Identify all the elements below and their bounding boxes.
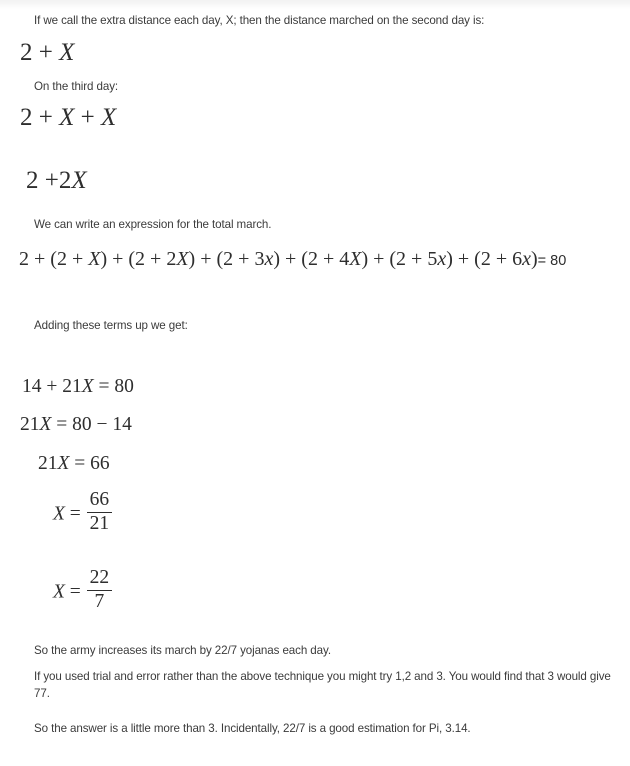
total-march-group-2-coef: 2 [166, 248, 177, 270]
eq3-lhs-variable: X [57, 453, 70, 474]
eq5-equals-sign: = [69, 581, 81, 603]
total-march-group-6-var: x [522, 248, 531, 270]
eq5-fraction [87, 568, 113, 612]
total-march-group-5-open: + (2 + [373, 248, 428, 270]
total-march-group-6-coef: 6 [512, 248, 523, 270]
equation-step-1 [22, 374, 134, 400]
total-march-label: We can write an expression for the total march. [34, 218, 272, 231]
total-march-group-1-close: ) [100, 248, 108, 270]
eq4-lhs-variable: X [53, 503, 65, 525]
eq4-fraction-denominator: 21 [89, 513, 110, 535]
expression-third-day-simplified [26, 166, 87, 196]
total-march-group-5-var: x [437, 248, 447, 270]
total-march-group-1-var: X [88, 248, 101, 270]
equation-step-5 [53, 568, 113, 612]
total-march-group-3-coef: 3 [254, 248, 265, 270]
expr-simplified-operator: + [44, 167, 59, 194]
eq4-fraction-numerator: 66 [89, 489, 110, 510]
expr-third-day-variable-2: X [101, 104, 117, 131]
total-march-group-2-close: ) [188, 248, 196, 270]
total-march-group-2-open: + (2 + [112, 248, 167, 270]
top-edge-bleed [0, 0, 630, 9]
eq5-fraction-numerator: 22 [89, 567, 110, 588]
eq1-lhs-variable: X [81, 376, 94, 397]
expr-simplified-term1: 2 [26, 167, 39, 194]
third-day-label: On the third day: [34, 80, 119, 93]
total-march-group-4-close: ) [361, 248, 369, 270]
equation-step-4 [53, 490, 113, 534]
expr-second-day-term1: 2 [20, 39, 33, 66]
eq4-equals-sign: = [69, 503, 81, 525]
expression-second-day [20, 38, 74, 68]
eq2-minus-sign: − [96, 414, 108, 435]
expression-third-day [20, 103, 116, 133]
expression-total-march [19, 246, 629, 274]
total-march-result: = 80 [537, 253, 567, 269]
eq3-rhs: 66 [90, 453, 110, 474]
expr-second-day-variable: X [59, 39, 75, 66]
expr-simplified-coefficient: 2 [58, 167, 72, 194]
expr-second-day-operator: + [38, 39, 53, 66]
total-march-group-3-var: x [264, 248, 274, 270]
eq5-lhs-variable: X [53, 581, 65, 603]
trial-error-paragraph: If you used trial and error rather than the above technique you might try 1,2 and 3. You would find that 3 would give 77. [34, 670, 611, 700]
final-paragraph: So the answer is a little more than 3. Incidentally, 22/7 is a good estimation for Pi, 3.14. [34, 722, 471, 735]
total-march-group-3-open: + (2 + [200, 248, 255, 270]
conclusion-paragraph: So the army increases its march by 22/7 yojanas each day. [34, 644, 331, 657]
eq5-fraction-denominator: 7 [94, 591, 105, 613]
total-march-group-4-var: X [349, 248, 362, 270]
total-march-group-5-coef: 5 [427, 248, 438, 270]
expr-third-day-variable-1: X [59, 104, 75, 131]
eq2-rhs-subtrahend: 14 [112, 414, 132, 435]
expr-third-day-operator-2: + [80, 104, 95, 131]
eq3-lhs-coefficient: 21 [38, 453, 58, 474]
equation-step-3 [38, 451, 110, 477]
eq1-lhs-coefficient: 21 [62, 376, 82, 397]
eq2-lhs-coefficient: 21 [20, 414, 40, 435]
eq1-rhs: 80 [114, 376, 134, 397]
total-march-group-6-open: + (2 + [457, 248, 513, 270]
eq4-fraction [87, 490, 113, 534]
total-march-group-4-open: + (2 + [285, 248, 340, 270]
eq1-equals-sign: = [98, 376, 110, 397]
eq1-lhs-operator: + [46, 376, 58, 397]
equation-step-2 [20, 412, 132, 438]
total-march-group-2-var: X [176, 248, 189, 270]
total-march-lead: 2 [19, 248, 29, 270]
expr-third-day-term1: 2 [20, 104, 33, 131]
total-march-group-5-close: ) [446, 248, 453, 270]
eq3-equals-sign: = [74, 453, 86, 474]
total-march-group-3-close: ) [273, 248, 280, 270]
total-march-group-6-close: ) [531, 248, 538, 270]
eq2-rhs-minuend: 80 [72, 414, 92, 435]
adding-terms-label: Adding these terms up we get: [34, 319, 188, 332]
expr-third-day-operator-1: + [38, 104, 53, 131]
eq2-lhs-variable: X [39, 414, 52, 435]
expr-simplified-variable: X [71, 167, 87, 194]
eq2-equals-sign: = [56, 414, 68, 435]
total-march-group-1-open: + (2 + [34, 248, 89, 270]
eq1-lhs-number: 14 [22, 376, 42, 397]
intro-paragraph: If we call the extra distance each day, X; then the distance marched on the second day is: [34, 14, 485, 27]
total-march-group-4-coef: 4 [339, 248, 350, 270]
